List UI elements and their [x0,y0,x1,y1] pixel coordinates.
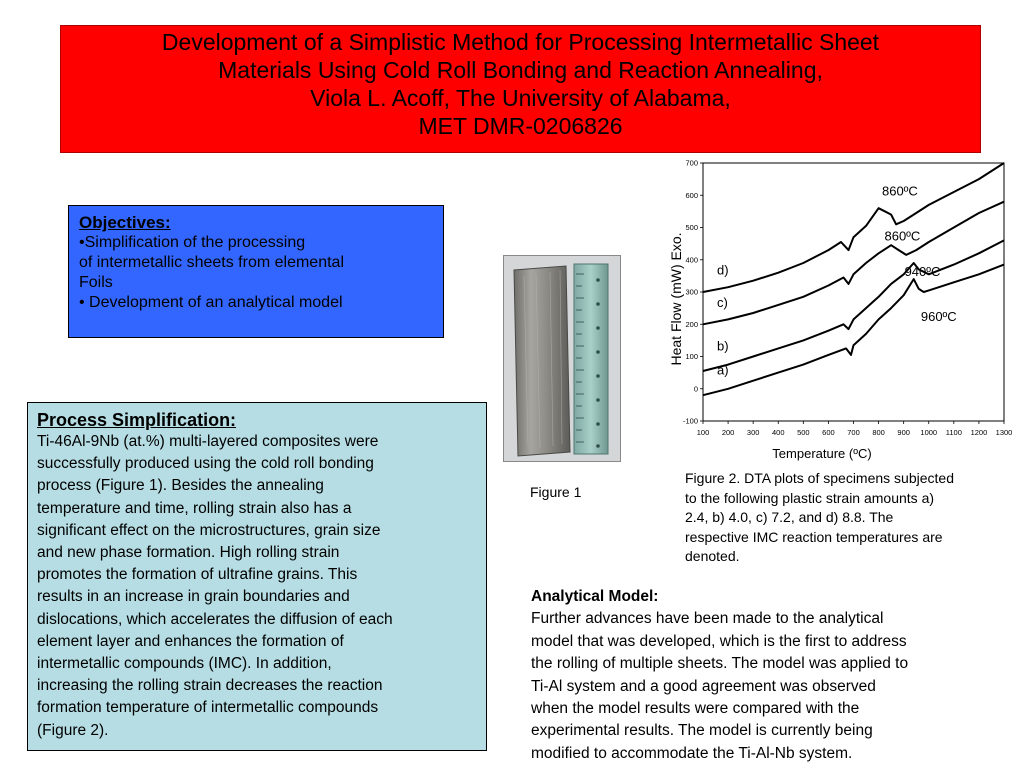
process-line-13: formation temperature of intermetallic compounds [37,699,379,717]
y-tick-label-1: 0 [693,384,698,394]
figure2-caption-line-4: respective IMC reaction temperatures are [685,528,943,545]
series-label-0: d) [717,262,729,278]
figure2-caption-line-2: to the following plastic strain amounts a) [685,489,935,506]
x-tick-label-1: 200 [721,428,735,437]
x-tick-label-3: 400 [771,428,785,437]
x-axis-ticks [697,421,1013,437]
title-line-3: Viola L. Acoff, The University of Alabama, [310,85,731,111]
objectives-line-2: of intermetallic sheets from elemental [79,254,344,271]
process-line-3: process (Figure 1). Besides the annealing [37,477,324,495]
process-line-4: temperature and time, rolling strain also has a [37,499,352,517]
objectives-line-3: Foils [79,274,113,291]
process-heading: Process Simplification: [37,410,237,430]
y-tick-label-5: 400 [685,255,698,265]
y-axis-ticks [683,159,703,426]
y-tick-label-6: 500 [685,223,698,232]
analytical-line-2: model that was developed, which is the first to address [531,632,907,650]
dta-chart-svg [662,156,1018,461]
process-line-12: increasing the rolling strain decreases the reaction [37,677,383,695]
figure1-photo [503,255,621,462]
rolled-sheet-and-ruler-image [504,256,620,461]
process-line-9: dislocations, which accelerates the diffusion of each [37,610,393,628]
dta-chart [662,156,1018,461]
analytical-line-6: experimental results. The model is currently being [531,722,873,740]
analytical-model-section [531,586,1021,765]
y-axis-label: Heat Flow (mW) Exo. [668,232,684,366]
x-tick-label-4: 500 [797,428,810,437]
analytical-line-3: the rolling of multiple sheets. The model was applied to [531,655,909,673]
process-line-2: successfully produced using the cold roll bonding [37,455,374,473]
title-banner [60,25,981,153]
process-line-8: results in an increase in grain boundaries and [37,588,350,606]
process-line-1: Ti-46Al-9Nb (at.%) multi-layered composites were [37,433,379,450]
figure2-caption-line-1: Figure 2. DTA plots of specimens subjected [685,470,954,486]
annotation-0: 860ºC [881,183,918,199]
y-tick-label-0: -100 [682,416,698,426]
objectives-box [68,205,444,338]
figure2-caption-line-3: 2.4, b) 4.0, c) 7.2, and d) 8.8. The [685,509,894,525]
y-tick-label-4: 300 [685,287,698,297]
analytical-heading: Analytical Model: [531,588,659,605]
x-tick-label-6: 700 [847,428,860,437]
process-line-6: and new phase formation. High rolling strain [37,544,340,562]
x-tick-label-5: 600 [822,428,835,437]
figure2-caption [685,469,1020,567]
x-tick-label-11: 1200 [970,428,988,437]
x-tick-label-12: 1300 [995,428,1013,437]
x-tick-label-2: 300 [746,428,760,437]
objectives-heading: Objectives: [79,213,171,232]
process-line-14: (Figure 2). [37,721,109,739]
y-tick-label-3: 200 [685,319,698,329]
analytical-line-4: Ti-Al system and a good agreement was observed [531,677,876,695]
analytical-line-7: modified to accommodate the Ti-Al-Nb system. [531,744,853,762]
analytical-line-5: when the model results were compared with the [531,700,860,718]
x-tick-label-8: 900 [897,428,910,437]
annotation-3: 960ºC [920,309,957,325]
annotation-2: 940ºC [904,263,941,279]
analytical-line-1: Further advances have been made to the analytical [531,610,884,628]
y-tick-label-8: 700 [685,158,698,168]
process-line-5: significant effect on the microstructures, grain size [37,521,381,539]
process-line-10: element layer and enhances the formation of [37,632,344,650]
x-axis-label: Temperature (ºC) [772,446,872,461]
x-tick-label-7: 800 [872,428,885,437]
figure2-caption-line-5: denoted. [685,548,740,564]
process-line-7: promotes the formation of ultrafine grains. This [37,566,358,584]
x-tick-label-0: 100 [696,428,710,437]
title-line-1: Development of a Simplistic Method for Processing Intermetallic Sheet [161,29,880,55]
x-tick-label-10: 1100 [945,428,962,437]
objectives-line-4: • Development of an analytical model [79,294,343,311]
figure1-caption: Figure 1 [530,484,582,500]
series-label-3: a) [717,362,729,378]
objectives-line-1: •Simplification of the processing [79,234,306,251]
x-tick-label-9: 1000 [920,428,938,437]
title-line-2: Materials Using Cold Roll Bonding and Reaction Annealing, [218,57,823,83]
annotation-1: 860ºC [884,228,921,244]
title-line-4: MET DMR-0206826 [418,113,623,139]
y-tick-label-2: 100 [685,352,698,361]
y-tick-label-7: 600 [685,190,698,200]
process-simplification-box [27,402,487,751]
process-line-11: intermetallic compounds (IMC). In addition, [37,655,332,673]
series-label-1: c) [717,294,728,310]
series-label-2: b) [717,338,729,354]
